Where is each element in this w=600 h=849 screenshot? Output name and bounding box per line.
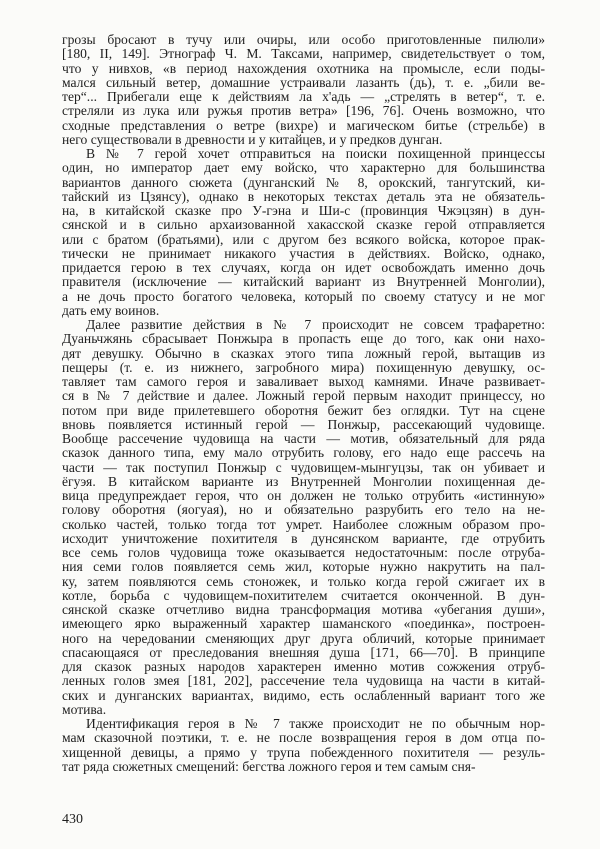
text-line: мам сказочной поэтики, т. е. не после возвращения героя в дом отца по- <box>62 730 545 746</box>
text-line: тер“... Прибегали еще к действиям ла х'адь — „стрелять в ветер“, т. е. <box>62 89 545 104</box>
text-line: грозы бросают в тучу или очиры, или особо приготовленные пилюли» <box>62 32 545 47</box>
text-line: ленных голов змея [181, 202], рассечение тела чудовища на части в китай- <box>62 673 545 689</box>
text-line: него существовали в древности и у китайцев, и у предков дунган. <box>62 131 443 147</box>
text-line: потом при виде прилетевшего оборотня бежит без оглядки. Тут на сцене <box>62 402 545 418</box>
paragraph <box>62 33 545 147</box>
text-line: Далее развитие действия в № 7 происходит не совсем трафаретно: <box>86 317 545 332</box>
text-line: тически не принимает никакого участия в действиях. Войско, однако, <box>62 245 545 261</box>
text-line: придается герою в тех случаях, когда он идет освобождать именно дочь <box>62 260 545 275</box>
text-line: В № 7 герой хочет отправиться на поиски похищенной принцессы <box>86 146 545 161</box>
text-line: пещеры (т. е. из нижнего, загробного мира) похищенную девушку, ос- <box>62 359 545 375</box>
text-line: части — так поступил Понжыр с чудовищем-мынгуцзы, так он убивает и <box>62 459 545 475</box>
text-line: или с братом (братьями), или с другом без всякого войска, которое прак- <box>62 231 545 247</box>
text-line: исходит уничтожение похитителя в дунсянском варианте, где отрубить <box>62 530 545 546</box>
text-line: дать ему воинов. <box>62 302 160 318</box>
text-line: ния семи голов появляется семь жил, которые нужно накрутить на пал- <box>62 559 545 575</box>
text-line: правителя (исключение — китайский вариант из Внутренней Монголии), <box>62 274 545 290</box>
page-number: 430 <box>62 812 83 827</box>
text-line: сянской сказке отчетливо видна трансформация мотива «убегания души», <box>62 602 545 617</box>
text-line: котле, борьба с чудовищем-похитителем считается оконченной. В дун- <box>62 587 545 603</box>
text-line: Вообще рассечение чудовища на части — мотив, обязательный для ряда <box>62 431 545 446</box>
text-line: спасающаяся от преследования внешняя душа [171, 66—70]. В принципе <box>62 644 545 660</box>
text-line: стреляли из лука или ружья против ветра» [196, 76]. Очень возможно, что <box>62 103 545 119</box>
text-line: вариантов данного сюжета (дунганский № 8, орокский, тангутский, ки- <box>62 174 545 190</box>
text-line: ку, затем появляются семь стоножек, и только когда герой сжигает их в <box>62 573 545 589</box>
text-line: Идентификация героя в № 7 также происходит не по обычным нор- <box>86 716 545 731</box>
text-line: сянской и в сильно архаизованной хакасской сказке герой отправляется <box>62 217 545 233</box>
paragraph <box>62 717 545 774</box>
text-line: хищенной девицы, а прямо у трупа побежденного похитителя — резуль- <box>62 744 545 760</box>
text-line: [180, II, 149]. Этнограф Ч. М. Таксами, например, свидетельствует о том, <box>62 46 545 62</box>
text-line: ских и дунганских вариантах, видимо, есть ослабленный вариант того же <box>62 687 545 703</box>
text-line: тат ряда сюжетных смещений: бегства ложного героя и тем самым сня- <box>62 758 476 774</box>
text-line: сходные представления о ветре (вихре) и магическом битье (стрельбе) в <box>62 117 545 133</box>
text-line: голову оборотня (яогуая), но и обязательно разрубить его тело на не- <box>62 502 545 518</box>
text-line: мался сильный ветер, домашние устраивали лазанть (дь), т. е. „били ве- <box>62 74 545 90</box>
text-line: имеющего ярко выраженный характер шаманского «поединка», построен- <box>62 616 545 632</box>
text-line: тавляет там самого героя и заваливает выход камнями. Иначе развивает- <box>62 374 545 389</box>
text-line: вица предупреждает героя, что он должен не только отрубить «истинную» <box>62 488 545 503</box>
text-line: вновь появляется истинный герой — Понжыр, рассекающий чудовище. <box>62 416 545 432</box>
text-line: ёгуэя. В китайском варианте из Внутренней Монголии похищенная де- <box>62 473 545 489</box>
text-line: Дуаньчжянь сбрасывает Понжыра в пропасть еще до того, как они нахо- <box>62 331 545 347</box>
text-line: дят девушку. Обычно в сказках этого типа ложный герой, вытащив из <box>62 345 545 361</box>
text-line: ся в № 7 действие и далее. Ложный герой первым находит принцессу, но <box>62 388 545 404</box>
text-line: мотива. <box>62 701 107 717</box>
text-line: на, в китайской сказке про У-гэна и Ши-с (провинция Чжэцзян) в дун- <box>62 203 545 218</box>
text-line: а не дочь просто богатого человека, который по своему статусу и не мог <box>62 288 545 304</box>
text-line: сказок данного типа, ему мало отрубить голову, его надо еще рассечь на <box>62 445 545 461</box>
text-line: для сказок разных народов характерен именно мотив сожжения отруб- <box>62 659 545 674</box>
text-line: один, но император дает ему войско, что характерно для большинства <box>62 160 545 176</box>
text-line: сколько частей, только тогда тот умрет. Наиболее сложным образом про- <box>62 516 545 532</box>
text-line: что у нивхов, «в период нахождения охотника на промысле, если поды- <box>62 60 545 76</box>
text-line: тайский из Цзянсу), однако в некоторых текстах деталь эта не обязатель- <box>62 188 545 204</box>
paragraph <box>62 147 545 318</box>
text-line: ного на чередовании сменяющих друг друга обличий, которые принимает <box>62 630 545 646</box>
page-text <box>62 33 545 774</box>
paragraph <box>62 318 545 717</box>
text-line: все семь голов чудовища тоже оказывается недостаточным: после отруба- <box>62 545 545 560</box>
